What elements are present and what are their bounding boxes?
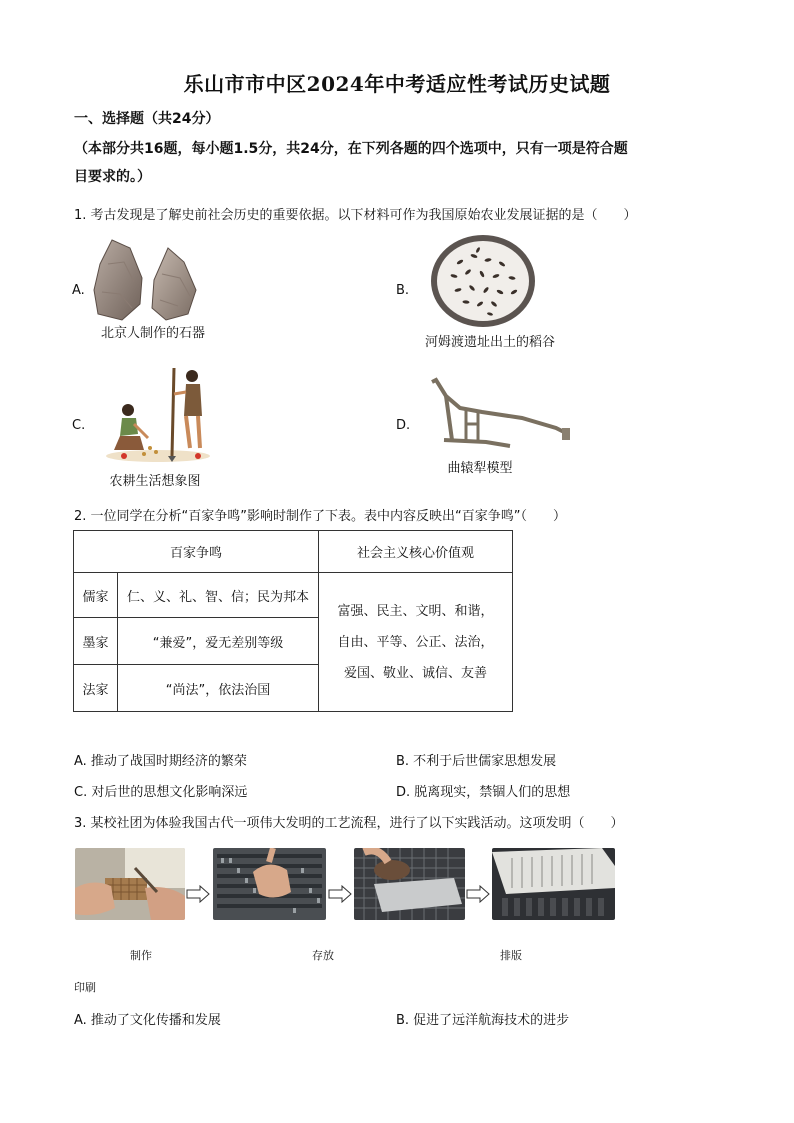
arrow-right-icon [328, 885, 352, 903]
question-2-stem: 2. 一位同学在分析“百家争鸣”影响时制作了下表。表中内容反映出“百家争鸣”（ ） [74, 509, 566, 524]
typesetting-photo [354, 848, 465, 920]
core-values-line-1: 富强、民主、文明、和谐， [337, 603, 494, 619]
core-values-line-3: 爱国、敬业、诚信、友善 [343, 665, 487, 681]
table-cell-school: 法家 [74, 665, 118, 712]
instructions [74, 135, 724, 191]
section-heading: 一、选择题（共24分） [74, 111, 220, 127]
type-storage-photo [213, 848, 326, 920]
q2-option-a: A. 推动了战国时期经济的繁荣 [74, 754, 247, 769]
arrow-right-icon [466, 885, 490, 903]
step-label-store: 存放 [312, 949, 334, 962]
q2-option-c: C. 对后世的思想文化影响深远 [74, 785, 248, 800]
q1-option-b-letter: B. [396, 283, 410, 298]
step-label-make: 制作 [130, 949, 152, 962]
q1-option-b-caption: 河姆渡遗址出土的稻谷 [424, 335, 555, 350]
q1-option-d-caption: 曲辕犁模型 [447, 461, 513, 476]
table-cell-idea: 仁、义、礼、智、信；民为邦本 [118, 573, 319, 618]
comparison-table [73, 530, 513, 712]
page-title: 乐山市市中区2024年中考适应性考试历史试题 [183, 72, 611, 96]
q1-option-a-letter: A. [72, 283, 85, 298]
printing-photo [492, 848, 615, 920]
instructions-line-1: （本部分共16题，每小题1.5分，共24分，在下列各题的四个选项中，只有一项是符合题 [74, 141, 628, 157]
rice-grains-image [428, 232, 538, 330]
q1-option-a-caption: 北京人制作的石器 [100, 326, 205, 341]
q3-option-a: A. 推动了文化传播和发展 [74, 1013, 221, 1028]
q2-option-d: D. 脱离现实，禁锢人们的思想 [396, 785, 571, 800]
q1-option-c-caption: 农耕生活想象图 [109, 474, 201, 489]
q1-option-c-letter: C. [72, 418, 86, 433]
q3-option-b: B. 促进了远洋航海技术的进步 [396, 1013, 570, 1028]
table-cell-idea: “尚法”，依法治国 [118, 665, 319, 712]
table-cell-idea: “兼爱”，爱无差别等级 [118, 618, 319, 665]
curved-plow-model-image [426, 374, 572, 450]
step-label-print: 印刷 [74, 981, 96, 994]
farming-life-illustration [94, 364, 222, 464]
question-3-stem: 3. 某校社团为体验我国古代一项伟大发明的工艺流程，进行了以下实践活动。这项发明（ ） [74, 816, 624, 831]
carving-type-photo [75, 848, 185, 920]
table-header-row [74, 531, 513, 573]
table-row [74, 573, 513, 618]
table-header-core-values: 社会主义核心价值观 [319, 531, 513, 573]
question-1-stem: 1. 考古发现是了解史前社会历史的重要依据。以下材料可作为我国原始农业发展证据的是（ ） [74, 208, 637, 223]
instructions-line-2: 目要求的。） [74, 169, 151, 185]
table-cell-school: 墨家 [74, 618, 118, 665]
q1-option-d-letter: D. [396, 418, 411, 433]
table-cell-school: 儒家 [74, 573, 118, 618]
core-values-line-2: 自由、平等、公正、法治， [337, 634, 494, 650]
stone-tools-image [90, 234, 205, 322]
step-label-typeset: 排版 [500, 949, 522, 962]
q2-option-b: B. 不利于后世儒家思想发展 [396, 754, 557, 769]
table-header-hundred-schools: 百家争鸣 [74, 531, 319, 573]
table-cell-core-values [319, 573, 513, 712]
arrow-right-icon [186, 885, 210, 903]
